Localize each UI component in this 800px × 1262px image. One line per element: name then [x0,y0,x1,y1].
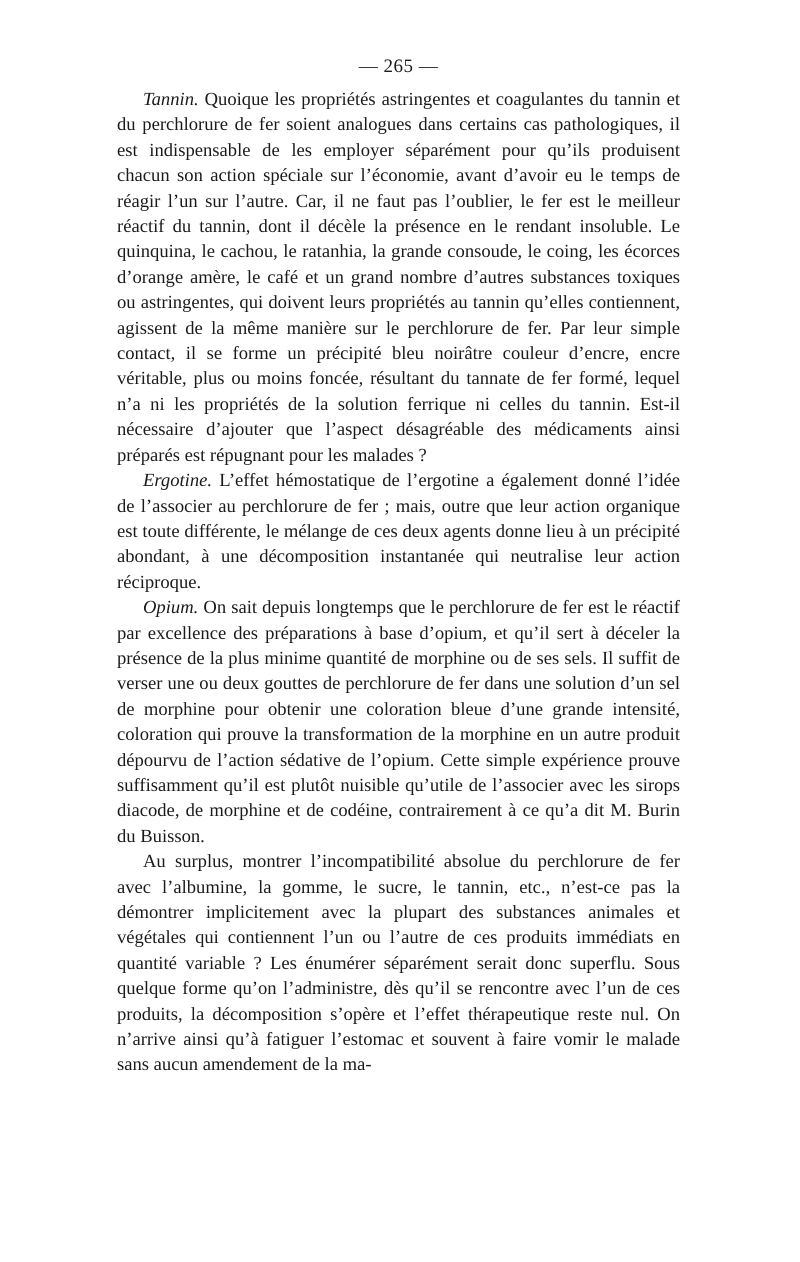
paragraph-lead-ergotine: Ergotine. [143,470,213,492]
paragraph-text-ergotine: L’effet hémostatique de l’ergotine a également donné l’idée de l’associer au perchlorure de fer ; mais, outre que leur action organique est toute différente, le mélange de ces deux agents donne lieu à un précipité abondant, à une décomposition instantanée qui neutralise leur action réciproque. [117,470,680,593]
page-number: — 265 — [358,56,439,77]
paragraph-lead-opium: Opium. [143,597,199,619]
paragraph-au-surplus [117,849,680,1078]
paragraph-tannin [117,87,680,468]
book-page [117,55,680,1078]
paragraph-text-au-surplus: Au surplus, montrer l’incompatibilité absolue du perchlorure de fer avec l’albumine, la gomme, le sucre, le tannin, etc., n’est-ce pas la démontrer implicitement avec la plupart des substances animales et végétales qui contiennent l’un ou l’autre de ces produits immédiats en quantité variable ? Les énumérer séparément serait donc superflu. Sous quelque forme qu’on l’administre, dès qu’il se rencontre avec l’un de ces produits, la décomposition s’opère et l’effet thérapeutique reste nul. On n’arrive ainsi qu’à fatiguer l’estomac et souvent à faire vomir le malade sans aucun amendement de la ma- [117,851,680,1076]
paragraph-text-tannin: Quoique les propriétés astringentes et coagulantes du tannin et du perchlorure de fer soient analogues dans certains cas pathologiques, il est indispensable de les employer séparément pour qu’ils produisent chacun son action spéciale sur l’économie, avant d’avoir eu le temps de réagir l’un sur l’autre. Car, il ne faut pas l’oublier, le fer est le meilleur réactif du tannin, dont il décèle la présence en le rendant insoluble. Le quinquina, le cachou, le ratanhia, la grande consoude, le coing, les écorces d’orange amère, le café et un grand nombre d’autres substances toxiques ou astringentes, qui doivent leurs propriétés au tannin qu’elles contiennent, agissent de la même manière sur le perchlorure de fer. Par leur simple contact, il se forme un précipité bleu noirâtre couleur d’encre, encre véritable, plus ou moins foncée, résultant du tannate de fer formé, lequel n’a ni les propriétés de la solution ferrique ni celles du tannin. Est-il nécessaire d’ajouter que l’aspect désagréable des médicaments ainsi préparés est répugnant pour les malades ? [117,89,680,466]
paragraph-text-opium: On sait depuis longtemps que le perchlorure de fer est le réactif par excellence des préparations à base d’opium, et qu’il sert à déceler la présence de la plus minime quantité de morphine ou de ses sels. Il suffit de verser une ou deux gouttes de perchlorure de fer dans une solution d’un sel de morphine pour obtenir une coloration bleue d’une grande intensité, coloration qui prouve la transformation de la morphine en un autre produit dépourvu de l’action sédative de l’opium. Cette simple expérience prouve suffisamment qu’il est plutôt nuisible qu’utile de l’associer avec les sirops diacode, de morphine et de codéine, contrairement à ce qu’a dit M. Burin du Buisson. [117,597,680,847]
paragraph-opium [117,595,680,849]
paragraph-ergotine [117,468,680,595]
paragraph-lead-tannin: Tannin. [143,89,199,110]
